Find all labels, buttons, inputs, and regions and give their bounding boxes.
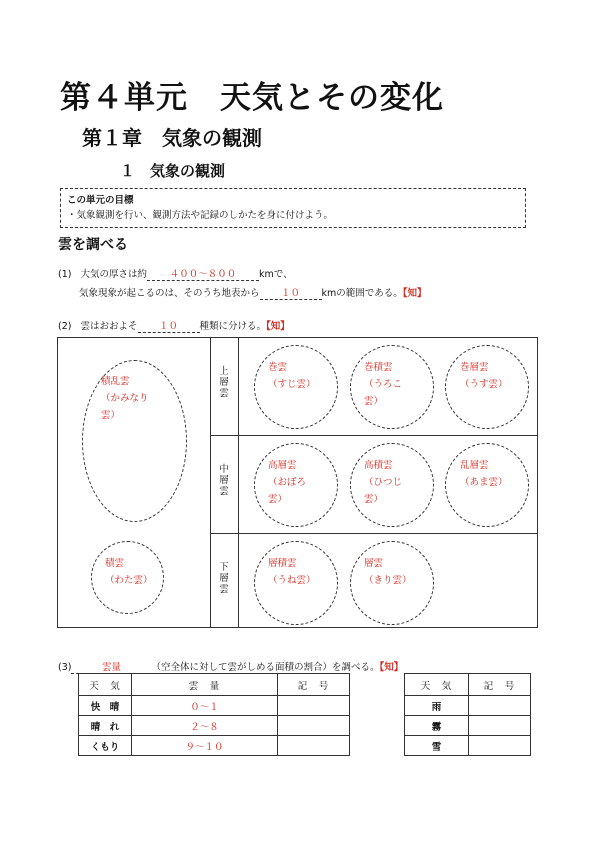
header-weather: 天 気 (405, 674, 469, 696)
table-row (405, 696, 531, 716)
goal-box (60, 188, 526, 228)
q1-line2-after: kmの範囲である。 (321, 288, 403, 299)
table-row (405, 716, 531, 736)
weather-cell: 快 晴 (79, 696, 132, 716)
symbol-cell[interactable] (278, 736, 350, 756)
q1-tag: 【知】 (402, 288, 427, 299)
q1-line2-before: 気象現象が起こるのは、そのうち地表から (79, 288, 260, 299)
symbol-cell[interactable] (278, 716, 350, 736)
amount-cell[interactable]: ０～１ (132, 696, 278, 716)
layer-label-upper: 上 層 雲 (219, 366, 229, 399)
q2-line (58, 318, 290, 333)
weather-cell: 雪 (405, 736, 469, 756)
cloud-label-cirrostratus: 巻層雲 （うす雲） (460, 362, 508, 390)
amount-cell[interactable]: ２～８ (132, 716, 278, 736)
layer-label-middle: 中 層 雲 (219, 464, 229, 497)
symbol-cell[interactable] (278, 696, 350, 716)
table-row (79, 696, 350, 716)
header-weather: 天 気 (79, 674, 132, 696)
symbol-cell[interactable] (469, 716, 531, 736)
weather-symbol-table (404, 673, 531, 756)
weather-cell: 霧 (405, 716, 469, 736)
table-row (405, 736, 531, 756)
section-title: １ 気象の観測 (120, 162, 226, 180)
goal-text: ・気象観測を行い、観測方法や記録のしかたを身に付けよう。 (67, 210, 334, 221)
q1-line1-after: kmで、 (259, 269, 293, 280)
symbol-cell[interactable] (469, 736, 531, 756)
cloud-label-stratocumulus: 層積雲 （うね雲） (268, 558, 316, 586)
q2-after: 種類に分ける。 (199, 321, 267, 332)
q2-answer-blank[interactable]: １０ (138, 321, 200, 333)
table-row (79, 716, 350, 736)
symbol-cell[interactable] (469, 696, 531, 716)
header-symbol: 記 号 (469, 674, 531, 696)
cloud-label-cirrus: 巻雲 （すじ雲） (268, 362, 316, 390)
weather-cell: くもり (79, 736, 132, 756)
layer-label-lower: 下 層 雲 (219, 562, 229, 595)
q1-line1-before: 大気の厚さは約 (80, 269, 148, 280)
amount-cell[interactable]: ９～１０ (132, 736, 278, 756)
header-amount: 雲 量 (132, 674, 278, 696)
goal-heading: この単元の目標 (67, 195, 134, 206)
cloud-label-altostratus: 高層雲 （おぼろ 雲） (268, 460, 307, 505)
cloud-label-stratus: 層雲 （きり雲） (364, 558, 412, 586)
q2-tag: 【知】 (266, 321, 290, 332)
q3-text: （空全体に対して雲がしめる面積の割合）を調べる。 (151, 662, 380, 673)
cloud-label-altocumulus: 高積雲 （ひつじ 雲） (364, 460, 403, 505)
cloud-label-cirrocumulus: 巻積雲 （うろこ 雲） (364, 362, 403, 407)
unit-title: 第４単元 天気とその変化 (60, 80, 444, 116)
weather-cell: 雨 (405, 696, 469, 716)
weather-cell: 晴 れ (79, 716, 132, 736)
cloud-label-nimbostratus: 乱層雲 （あま雲） (460, 460, 508, 488)
q3-tag: 【知】 (379, 662, 404, 673)
q1-line1 (58, 266, 293, 281)
cloud-label-cumulus: 積雲 （わた雲） (105, 558, 153, 586)
q2-number: (2) (58, 321, 72, 332)
header-symbol: 記 号 (278, 674, 350, 696)
cloud-classification-table (57, 337, 538, 628)
q3-answer-blank[interactable]: 雲量 (71, 662, 151, 674)
cloud-amount-table (78, 673, 350, 756)
cloud-label-cumulonimbus: 積乱雲 （かみなり 雲） (101, 376, 149, 421)
table-row (79, 736, 350, 756)
chapter-title: 第１章 気象の観測 (82, 126, 262, 150)
q2-before: 雲はおおよそ (80, 321, 138, 332)
q3-number: (3) (58, 662, 72, 673)
q1-line2 (79, 285, 427, 300)
q1-answer1-blank[interactable]: ４００～８００ (147, 269, 259, 281)
topic-heading: 雲を調べる (58, 237, 128, 253)
q3-line (58, 659, 403, 674)
q1-number: (1) (58, 269, 72, 280)
q1-answer2-blank[interactable]: １０ (260, 288, 322, 300)
